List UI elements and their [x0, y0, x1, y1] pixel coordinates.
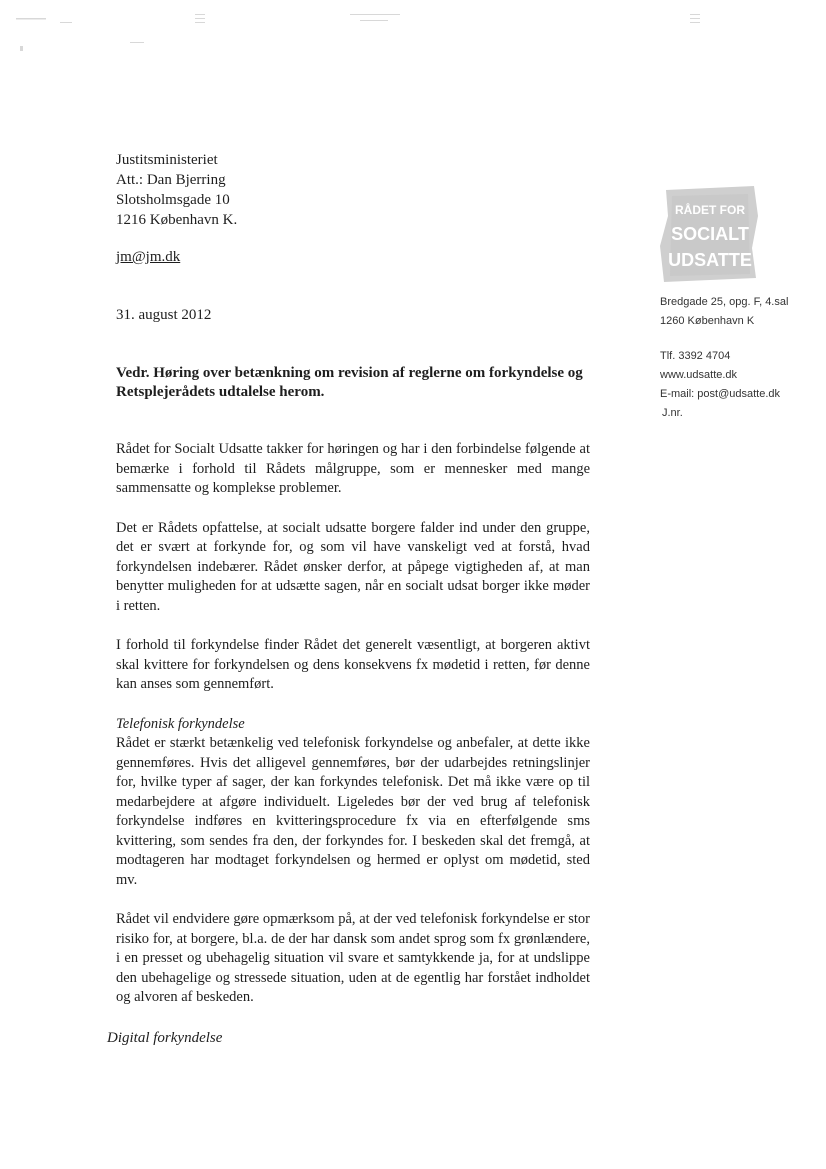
- raadet-logo-icon: [660, 186, 760, 282]
- sender-jnr: J.nr.: [662, 407, 683, 419]
- sender-block: [660, 293, 788, 423]
- sender-address-line: 1260 København K: [660, 315, 755, 327]
- recipient-line: Justitsministeriet: [116, 152, 218, 168]
- sender-address-line: Bredgade 25, opg. F, 4.sal: [660, 296, 789, 308]
- sender-email-link[interactable]: E-mail: post@udsatte.dk: [660, 388, 780, 400]
- recipient-line: Att.: Dan Bjerring: [116, 172, 226, 188]
- section-heading: Digital forkyndelse: [107, 1030, 223, 1046]
- paragraph: Rådet er stærkt betænkelig ved telefonisk forkyndelse og anbefaler, at dette ikke gennemføres. Hvis det alligevel gennemføres, bør der udarbejdes retningslinjer for, hvilke typer af sager, der kan forkyndes telefonisk. Det må ikke være op til medarbejdere at afgøre individuelt. Ligeledes bør der ved brug af telefonisk forkyndelse indføres en kvitteringsprocedure fx via en efterfølgende sms kvittering, som sendes fra den, der forkyndes for. I beskeden skal det fremgå, at modtageren har modtaget forkyndelsen og hermed er oplyst om mødetid, sted mv.: [116, 735, 590, 888]
- letter-date: 31. august 2012: [116, 307, 212, 323]
- recipient-address: [116, 150, 237, 230]
- section-heading: Telefonisk forkyndelse: [116, 715, 245, 732]
- recipient-line: Slotsholmsgade 10: [116, 192, 230, 208]
- logo-text: RÅDET FOR: [675, 203, 745, 217]
- paragraph: Rådet for Socialt Udsatte takker for høringen og har i den forbindelse følgende at bemærke i forhold til Rådets målgruppe, som er mennesker med mange sammensatte og komplekse problemer.: [116, 441, 590, 496]
- logo-text: SOCIALT: [671, 224, 749, 244]
- logo-text: UDSATTE: [668, 250, 752, 270]
- sender-phone: Tlf. 3392 4704: [660, 350, 731, 362]
- scan-artifacts: [0, 8, 826, 58]
- recipient-line: 1216 København K.: [116, 212, 238, 228]
- sender-web-link[interactable]: www.udsatte.dk: [660, 369, 738, 381]
- recipient-email-link[interactable]: jm@jm.dk: [116, 249, 181, 265]
- letter-body: [116, 440, 590, 1028]
- paragraph: I forhold til forkyndelse finder Rådet det generelt væsentligt, at borgeren aktivt skal kvittere for forkyndelsen og dens konsekvens fx mødetid i retten, før denne kan anses som gennemført.: [116, 637, 590, 692]
- paragraph: Det er Rådets opfattelse, at socialt udsatte borgere falder ind under den gruppe, det er svært at forkynde for, og som vil have vanskeligt ved at forstå, hvad forkyndelsen indebærer. Rådet ønsker derfor, at påpege vigtigheden af, at man benytter muligheden for at udsætte sagen, når en socialt udsat borger ikke møder i retten.: [116, 519, 590, 614]
- paragraph: Rådet vil endvidere gøre opmærksom på, at der ved telefonisk forkyndelse er stor risiko for, at borgere, bl.a. de der har dansk som andet sprog som fx grønlændere, i en presset og ubehagelig situation vil svare et samtykkende ja, for at undslippe den ubehagelige og stressede situation, uden at de egentlig har forstået indholdet og alvoren af beskeden.: [116, 911, 590, 1005]
- letter-subject: Vedr. Høring over betænkning om revision af reglerne om forkyndelse og Retsplejerådets udtalelse herom.: [116, 365, 583, 400]
